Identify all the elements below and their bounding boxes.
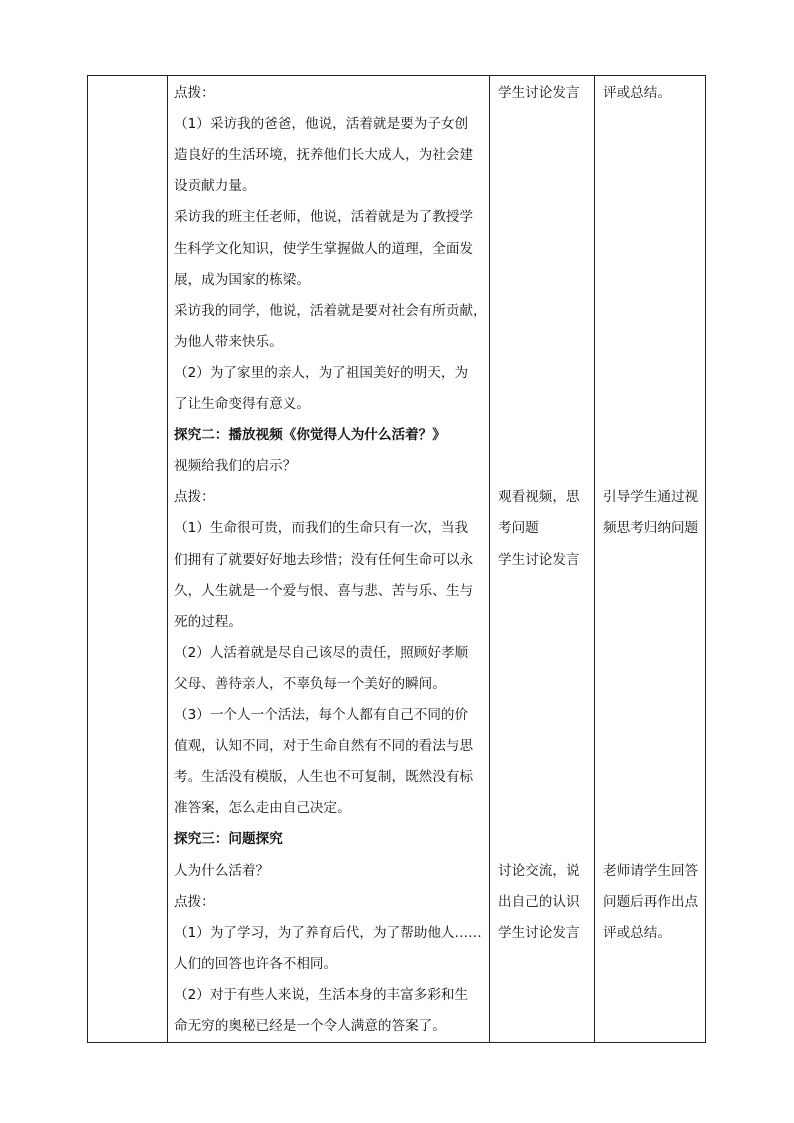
- content-line: （1）为了学习，为了养育后代，为了帮助他人……: [174, 924, 482, 941]
- student-activity-line: 出自己的认识: [498, 893, 580, 910]
- content-line: 考。生活没有模版，人生也不可复制，既然没有标: [174, 769, 474, 786]
- content-line: （2）为了家里的亲人，为了祖国美好的明天，为: [174, 364, 469, 381]
- column-teaching-content: [168, 76, 490, 1042]
- content-line: 造良好的生活环境，抚养他们长大成人，为社会建: [174, 147, 474, 164]
- content-line: 采访我的同学，他说，活着就是要对社会有所贡献，: [174, 302, 487, 319]
- content-line: 设贡献力量。: [174, 178, 256, 195]
- content-line: 展，成为国家的栋梁。: [174, 271, 310, 288]
- student-activity-line: 学生讨论发言: [498, 551, 580, 568]
- content-line: 久，人生就是一个爱与恨、喜与悲、苦与乐、生与: [174, 582, 474, 599]
- content-line: 们拥有了就要好好地去珍惜；没有任何生命可以永: [174, 551, 474, 568]
- design-intent-line: 频思考归纳问题: [603, 520, 699, 537]
- design-intent-line: 评或总结。: [603, 924, 671, 941]
- content-line: 准答案，怎么走由自己决定。: [174, 800, 351, 817]
- content-line: 生科学文化知识，使学生掌握做人的道理，全面发: [174, 240, 474, 257]
- content-line: 点拨：: [174, 85, 215, 101]
- content-line: （3）一个人一个活法，每个人都有自己不同的价: [174, 707, 469, 723]
- content-line: （1）采访我的爸爸，他说，活着就是要为子女创: [174, 116, 469, 133]
- content-line: 死的过程。: [174, 613, 242, 630]
- section-heading: 探究三：问题探究: [174, 831, 283, 848]
- lesson-plan-table: [87, 75, 706, 1043]
- content-line: （2）人活着就是尽自己该尽的责任，照顾好孝顺: [174, 644, 469, 661]
- content-line: 人为什么活着？: [174, 862, 270, 879]
- content-line: 人们的回答也许各不相同。: [174, 955, 338, 972]
- content-line: 命无穷的奥秘已经是一个令人满意的答案了。: [174, 1018, 446, 1034]
- column-design-intent: [595, 76, 705, 1042]
- design-intent-line: 老师请学生回答: [603, 862, 699, 879]
- content-line: 为他人带来快乐。: [174, 333, 283, 350]
- column-student-activity: [490, 76, 595, 1042]
- content-line: 视频给我们的启示？: [174, 458, 297, 475]
- student-activity-line: 观看视频，思: [498, 489, 580, 506]
- content-line: 了让生命变得有意义。: [174, 396, 310, 412]
- content-line: 采访我的班主任老师，他说，活着就是为了教授学: [174, 209, 474, 226]
- content-line: 父母、善待亲人，不辜负每一个美好的瞬间。: [174, 675, 446, 692]
- student-activity-line: 学生讨论发言: [498, 85, 580, 101]
- content-line: 点拨：: [174, 489, 215, 506]
- design-intent-line: 引导学生通过视: [603, 489, 699, 506]
- student-activity-line: 讨论交流，说: [498, 862, 580, 879]
- design-intent-line: 问题后再作出点: [603, 893, 699, 910]
- content-line: （1）生命很可贵，而我们的生命只有一次，当我: [174, 520, 469, 537]
- student-activity-line: 考问题: [498, 520, 539, 537]
- student-activity-line: 学生讨论发言: [498, 924, 580, 941]
- design-intent-line: 评或总结。: [603, 85, 671, 101]
- column-empty: [88, 76, 168, 1042]
- content-line: （2）对于有些人来说，生活本身的丰富多彩和生: [174, 986, 469, 1003]
- content-line: 值观，认知不同，对于生命自然有不同的看法与思: [174, 738, 474, 755]
- content-line: 点拨：: [174, 893, 215, 910]
- section-heading: 探究二：播放视频《你觉得人为什么活着？》: [174, 427, 446, 444]
